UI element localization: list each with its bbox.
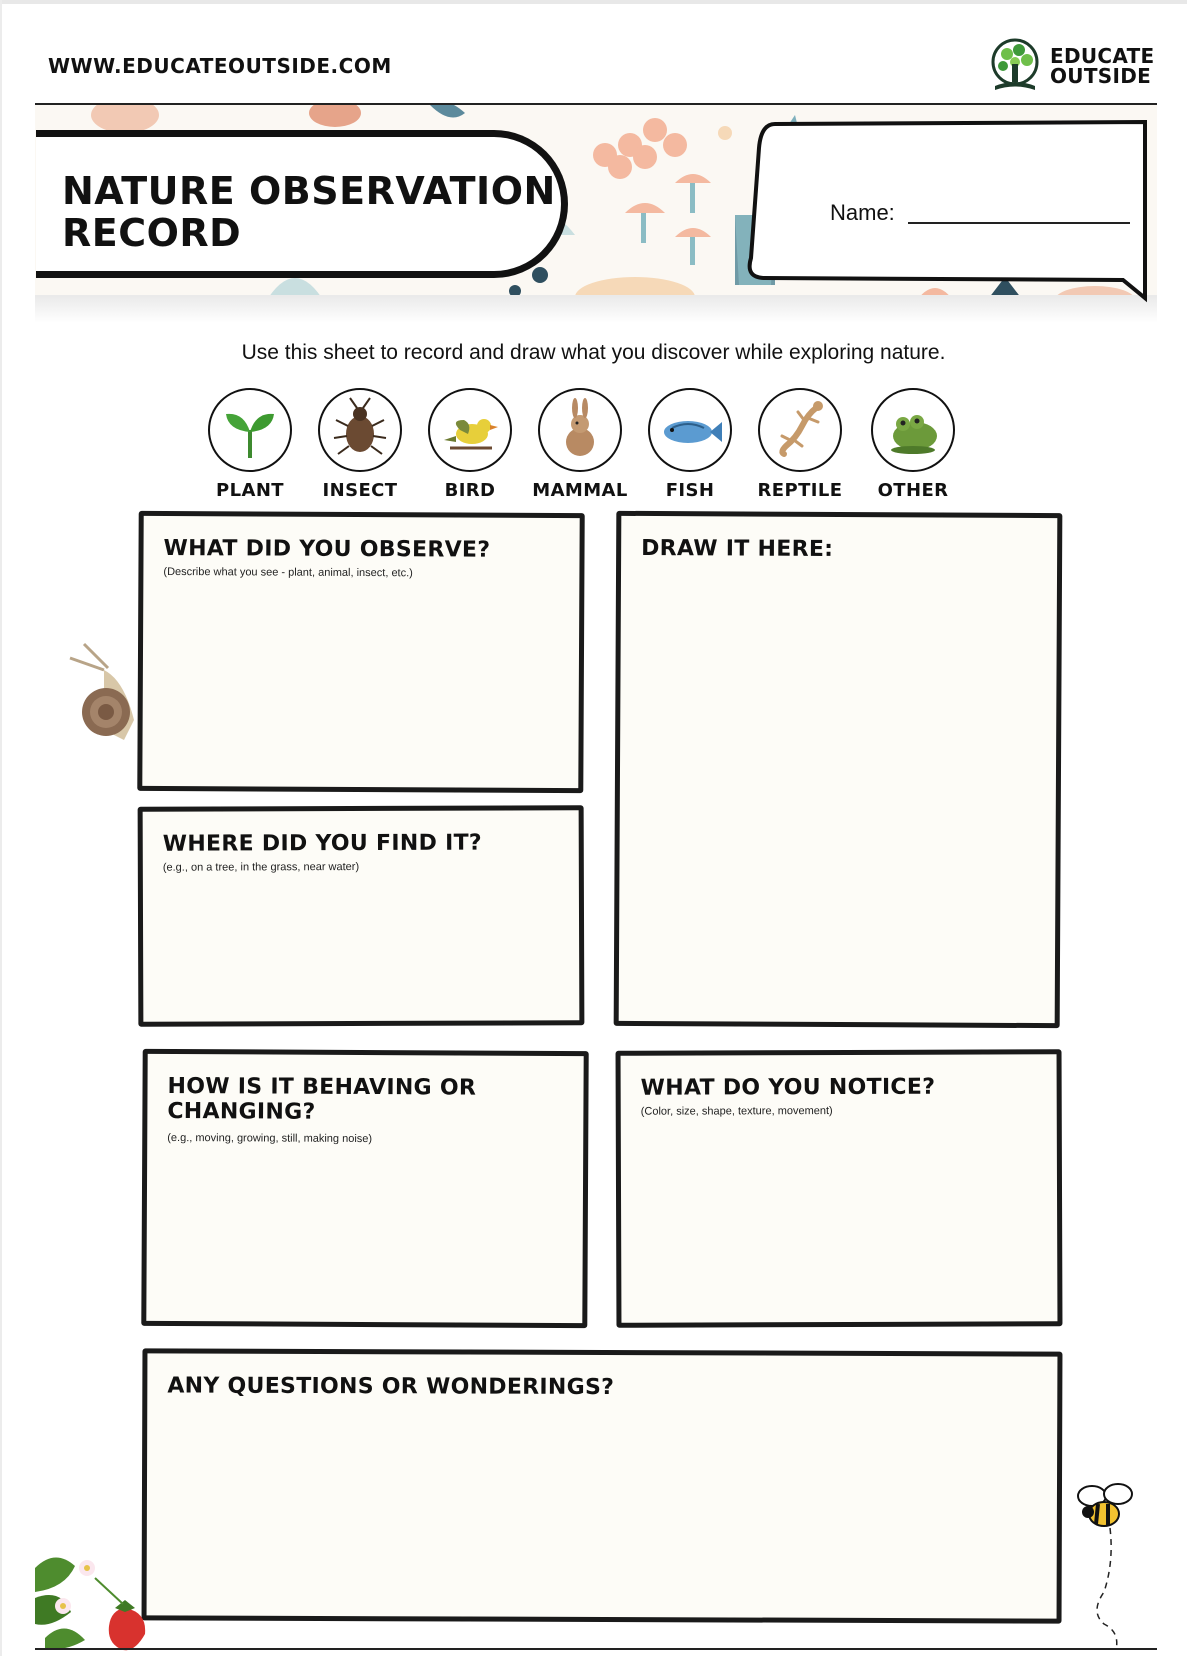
logo-line-2: OUTSIDE [1050,64,1152,88]
questions-box[interactable] [142,1348,1063,1623]
category-fish[interactable] [635,388,745,501]
draw-title: DRAW IT HERE: [641,535,834,562]
draw-box[interactable] [614,511,1063,1028]
strawberry-icon [35,1548,155,1652]
title-line-2: RECORD [62,211,242,255]
notice-box[interactable] [616,1049,1063,1328]
where-title: WHERE DID YOU FIND IT? [162,830,482,857]
behaving-box[interactable] [141,1049,588,1328]
bird-icon [430,390,510,470]
category-label: FISH [665,480,715,501]
observe-title: WHAT DID YOU OBSERVE? [163,535,491,563]
fish-icon [650,390,730,470]
category-reptile[interactable] [745,388,855,501]
category-other[interactable] [858,388,968,501]
behaving-title-line-1: HOW IS IT BEHAVING OR [167,1073,477,1101]
category-label: INSECT [322,480,398,501]
bee-icon [1070,1482,1160,1652]
insect-circle [318,388,402,472]
category-label: REPTILE [757,480,843,501]
tree-logo-icon [985,36,1045,96]
behaving-title-line-2: CHANGING? [167,1098,316,1125]
questions-title: ANY QUESTIONS OR WONDERINGS? [167,1373,615,1401]
notice-hint: (Color, size, shape, texture, movement) [640,1105,833,1118]
mammal-circle [538,388,622,472]
insect-icon [320,390,400,470]
category-bird[interactable] [415,388,525,501]
category-plant[interactable] [195,388,305,501]
reptile-circle [758,388,842,472]
fish-circle [648,388,732,472]
plant-circle [208,388,292,472]
where-box[interactable] [138,805,585,1027]
page-title [62,170,556,254]
name-label: Name: [830,200,895,225]
category-insect[interactable] [305,388,415,501]
frog-icon [873,390,953,470]
where-hint: (e.g., on a tree, in the grass, near water) [162,861,360,874]
top-edge [0,0,1187,4]
footer-rule [35,1648,1157,1650]
observe-hint: (Describe what you see - plant, animal, insect, etc.) [163,565,413,580]
category-label: MAMMAL [532,480,628,501]
left-edge [0,0,2,1656]
category-label: OTHER [877,480,949,501]
behaving-hint: (e.g., moving, growing, still, making noise) [167,1131,373,1146]
educate-outside-logo [985,36,1155,98]
title-line-1: NATURE OBSERVATION [62,169,556,213]
name-speech-bubble [745,118,1155,316]
observe-box[interactable] [137,511,584,793]
category-mammal[interactable] [525,388,635,501]
name-input-line[interactable] [908,222,1130,224]
category-label: BIRD [444,480,496,501]
other-circle [871,388,955,472]
logo-wordmark [1050,46,1155,86]
category-label: PLANT [216,480,284,501]
snail-icon [64,640,144,750]
mammal-icon [540,390,620,470]
behaving-title [167,1074,476,1126]
bird-circle [428,388,512,472]
logo-line-1: EDUCATE [1050,44,1155,68]
plant-icon [210,390,290,470]
notice-title: WHAT DO YOU NOTICE? [640,1074,936,1101]
reptile-icon [760,390,840,470]
website-url[interactable]: WWW.EDUCATEOUTSIDE.COM [48,54,392,78]
intro-text: Use this sheet to record and draw what you discover while exploring nature. [241,341,946,364]
